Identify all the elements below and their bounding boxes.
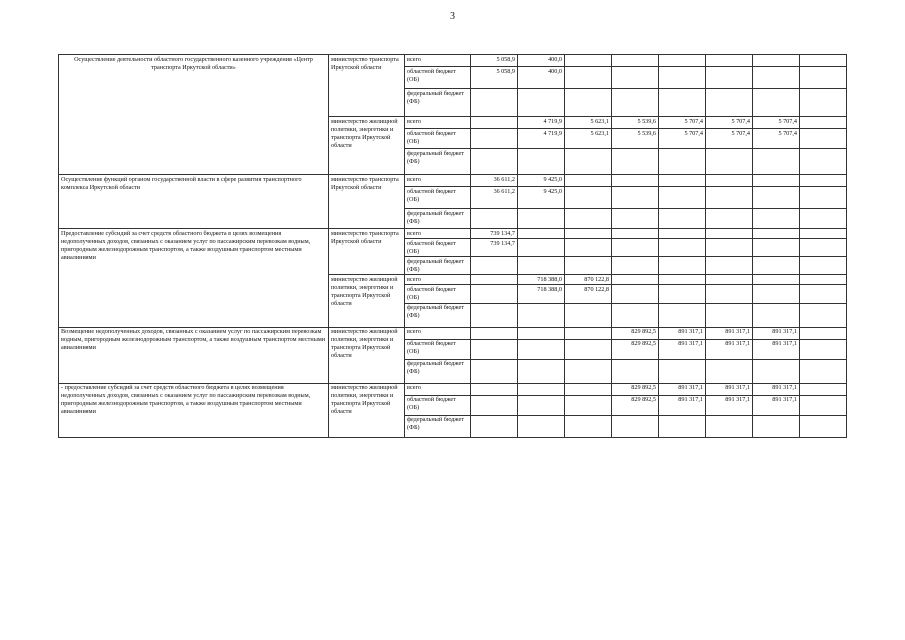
amount-cell: 9 425,0 xyxy=(518,187,565,209)
funding-source-cell: всего xyxy=(405,117,471,129)
amount-cell xyxy=(659,415,706,437)
amount-cell xyxy=(518,327,565,339)
amount-cell xyxy=(706,359,753,383)
amount-cell xyxy=(753,209,800,229)
amount-cell xyxy=(471,149,518,175)
amount-cell: 891 317,1 xyxy=(753,395,800,415)
table-row xyxy=(59,229,847,239)
amount-cell: 400,0 xyxy=(518,67,565,89)
amount-cell xyxy=(612,359,659,383)
amount-cell: 870 122,8 xyxy=(565,275,612,285)
amount-cell xyxy=(706,415,753,437)
amount-cell xyxy=(659,275,706,285)
amount-cell xyxy=(800,339,847,359)
activity-description: Возмещение недополученных доходов, связанных с оказанием услуг по пассажирским перевозкам водным, пригородным железнодорожным транспортом, а также воздушным транспортом местными авиалиниями xyxy=(59,327,329,383)
funding-source-cell: всего xyxy=(405,275,471,285)
funding-source-cell: областной бюджет (ОБ) xyxy=(405,239,471,257)
amount-cell xyxy=(800,175,847,187)
amount-cell: 829 892,5 xyxy=(612,395,659,415)
amount-cell xyxy=(659,359,706,383)
amount-cell xyxy=(706,257,753,275)
budget-table xyxy=(58,54,847,438)
amount-cell xyxy=(659,257,706,275)
amount-cell xyxy=(471,257,518,275)
table-row xyxy=(59,55,847,67)
amount-cell xyxy=(706,55,753,67)
amount-cell xyxy=(800,275,847,285)
executor-cell: министерство жилищной политики, энергетики и транспорта Иркутской области xyxy=(329,327,405,383)
amount-cell: 891 317,1 xyxy=(706,327,753,339)
amount-cell xyxy=(471,89,518,117)
amount-cell xyxy=(612,187,659,209)
amount-cell xyxy=(565,209,612,229)
amount-cell xyxy=(471,129,518,149)
amount-cell: 400,0 xyxy=(518,55,565,67)
amount-cell xyxy=(800,129,847,149)
amount-cell: 829 892,5 xyxy=(612,339,659,359)
amount-cell xyxy=(659,187,706,209)
amount-cell xyxy=(659,149,706,175)
amount-cell: 5 623,1 xyxy=(565,117,612,129)
executor-cell: министерство жилищной политики, энергетики и транспорта Иркутской области xyxy=(329,383,405,437)
funding-source-cell: областной бюджет (ОБ) xyxy=(405,67,471,89)
amount-cell xyxy=(706,229,753,239)
amount-cell: 5 707,4 xyxy=(659,117,706,129)
amount-cell xyxy=(706,275,753,285)
amount-cell xyxy=(612,209,659,229)
amount-cell xyxy=(471,339,518,359)
amount-cell xyxy=(518,89,565,117)
amount-cell xyxy=(753,55,800,67)
amount-cell: 9 425,0 xyxy=(518,175,565,187)
amount-cell xyxy=(518,239,565,257)
amount-cell xyxy=(659,285,706,303)
amount-cell xyxy=(565,175,612,187)
amount-cell xyxy=(471,209,518,229)
activity-description: Предоставление субсидий за счет средств областного бюджета в целях возмещения недополученных доходов, связанных с оказанием услуг по пассажирским перевозкам водным, пригородным железнодорожным транспортом, а также воздушным транспортом местными авиалиниями xyxy=(59,229,329,328)
amount-cell: 5 707,4 xyxy=(753,129,800,149)
amount-cell xyxy=(518,415,565,437)
amount-cell xyxy=(800,187,847,209)
amount-cell xyxy=(800,89,847,117)
amount-cell xyxy=(800,359,847,383)
amount-cell: 36 611,2 xyxy=(471,187,518,209)
amount-cell xyxy=(659,303,706,327)
funding-source-cell: областной бюджет (ОБ) xyxy=(405,339,471,359)
amount-cell xyxy=(565,383,612,395)
amount-cell: 891 317,1 xyxy=(706,339,753,359)
amount-cell: 891 317,1 xyxy=(659,327,706,339)
amount-cell xyxy=(800,67,847,89)
funding-source-cell: федеральный бюджет (ФБ) xyxy=(405,149,471,175)
executor-cell: министерство транспорта Иркутской области xyxy=(329,229,405,275)
funding-source-cell: федеральный бюджет (ФБ) xyxy=(405,303,471,327)
funding-source-cell: федеральный бюджет (ФБ) xyxy=(405,359,471,383)
amount-cell xyxy=(706,175,753,187)
amount-cell xyxy=(753,229,800,239)
amount-cell xyxy=(800,303,847,327)
funding-source-cell: федеральный бюджет (ФБ) xyxy=(405,415,471,437)
amount-cell xyxy=(706,149,753,175)
amount-cell: 5 623,1 xyxy=(565,129,612,149)
amount-cell xyxy=(518,339,565,359)
amount-cell xyxy=(565,303,612,327)
amount-cell xyxy=(471,415,518,437)
amount-cell: 891 317,1 xyxy=(753,327,800,339)
amount-cell xyxy=(565,89,612,117)
funding-source-cell: федеральный бюджет (ФБ) xyxy=(405,89,471,117)
amount-cell xyxy=(612,257,659,275)
amount-cell xyxy=(753,239,800,257)
amount-cell xyxy=(612,415,659,437)
funding-source-cell: областной бюджет (ОБ) xyxy=(405,129,471,149)
amount-cell xyxy=(518,209,565,229)
amount-cell xyxy=(753,89,800,117)
amount-cell xyxy=(612,55,659,67)
amount-cell xyxy=(659,239,706,257)
funding-source-cell: всего xyxy=(405,327,471,339)
executor-cell: министерство транспорта Иркутской области xyxy=(329,175,405,229)
amount-cell: 718 388,0 xyxy=(518,285,565,303)
amount-cell: 829 892,5 xyxy=(612,383,659,395)
amount-cell: 4 719,9 xyxy=(518,117,565,129)
amount-cell: 891 317,1 xyxy=(706,383,753,395)
amount-cell xyxy=(612,275,659,285)
amount-cell xyxy=(471,275,518,285)
page-number: 3 xyxy=(450,11,455,22)
funding-source-cell: федеральный бюджет (ФБ) xyxy=(405,257,471,275)
amount-cell xyxy=(565,327,612,339)
amount-cell xyxy=(518,229,565,239)
activity-description: Осуществление функций органом государственной власти в сфере развития транспортного комплекса Иркутской области xyxy=(59,175,329,229)
amount-cell xyxy=(565,339,612,359)
amount-cell xyxy=(753,175,800,187)
amount-cell xyxy=(800,383,847,395)
amount-cell: 5 707,4 xyxy=(753,117,800,129)
amount-cell: 718 388,0 xyxy=(518,275,565,285)
funding-source-cell: всего xyxy=(405,383,471,395)
amount-cell xyxy=(706,187,753,209)
amount-cell: 4 719,9 xyxy=(518,129,565,149)
amount-cell xyxy=(471,117,518,129)
amount-cell xyxy=(753,257,800,275)
amount-cell xyxy=(800,209,847,229)
amount-cell xyxy=(565,359,612,383)
amount-cell xyxy=(706,285,753,303)
amount-cell xyxy=(518,149,565,175)
amount-cell xyxy=(753,285,800,303)
amount-cell xyxy=(471,327,518,339)
amount-cell xyxy=(565,415,612,437)
amount-cell xyxy=(706,239,753,257)
amount-cell xyxy=(612,285,659,303)
amount-cell: 891 317,1 xyxy=(753,383,800,395)
amount-cell: 739 134,7 xyxy=(471,239,518,257)
amount-cell: 739 134,7 xyxy=(471,229,518,239)
amount-cell: 891 317,1 xyxy=(659,383,706,395)
amount-cell xyxy=(565,229,612,239)
funding-source-cell: областной бюджет (ОБ) xyxy=(405,285,471,303)
amount-cell xyxy=(659,89,706,117)
amount-cell: 891 317,1 xyxy=(659,339,706,359)
amount-cell xyxy=(800,149,847,175)
amount-cell xyxy=(800,327,847,339)
amount-cell xyxy=(659,229,706,239)
amount-cell xyxy=(471,395,518,415)
amount-cell xyxy=(800,415,847,437)
amount-cell xyxy=(612,175,659,187)
amount-cell xyxy=(518,257,565,275)
amount-cell: 5 058,9 xyxy=(471,55,518,67)
funding-source-cell: областной бюджет (ОБ) xyxy=(405,187,471,209)
amount-cell: 870 122,8 xyxy=(565,285,612,303)
amount-cell xyxy=(518,383,565,395)
funding-source-cell: федеральный бюджет (ФБ) xyxy=(405,209,471,229)
amount-cell xyxy=(612,89,659,117)
amount-cell xyxy=(518,359,565,383)
amount-cell xyxy=(518,303,565,327)
amount-cell xyxy=(471,285,518,303)
amount-cell xyxy=(612,239,659,257)
table-row xyxy=(59,383,847,395)
amount-cell xyxy=(800,55,847,67)
funding-source-cell: всего xyxy=(405,55,471,67)
amount-cell xyxy=(706,303,753,327)
amount-cell xyxy=(659,209,706,229)
amount-cell: 5 707,4 xyxy=(659,129,706,149)
amount-cell: 5 707,4 xyxy=(706,117,753,129)
amount-cell xyxy=(800,395,847,415)
amount-cell xyxy=(659,55,706,67)
amount-cell xyxy=(612,67,659,89)
amount-cell xyxy=(800,257,847,275)
amount-cell xyxy=(471,359,518,383)
amount-cell: 829 892,5 xyxy=(612,327,659,339)
amount-cell: 5 539,6 xyxy=(612,117,659,129)
amount-cell xyxy=(565,55,612,67)
amount-cell: 891 317,1 xyxy=(753,339,800,359)
amount-cell xyxy=(471,303,518,327)
amount-cell xyxy=(659,67,706,89)
amount-cell xyxy=(612,229,659,239)
amount-cell: 891 317,1 xyxy=(706,395,753,415)
executor-cell: министерство жилищной политики, энергетики и транспорта Иркутской области xyxy=(329,117,405,175)
amount-cell xyxy=(565,395,612,415)
amount-cell xyxy=(565,67,612,89)
amount-cell xyxy=(706,67,753,89)
amount-cell xyxy=(565,239,612,257)
funding-source-cell: областной бюджет (ОБ) xyxy=(405,395,471,415)
activity-description: - предоставление субсидий за счет средств областного бюджета в целях возмещения недополученных доходов, связанных с оказанием услуг по пассажирским перевозкам водным, пригородным железнодорожным транспортом, а также воздушным транспортом местными авиалиниями xyxy=(59,383,329,437)
amount-cell xyxy=(753,275,800,285)
amount-cell xyxy=(706,89,753,117)
executor-cell: министерство жилищной политики, энергетики и транспорта Иркутской области xyxy=(329,275,405,327)
amount-cell xyxy=(706,209,753,229)
amount-cell xyxy=(471,383,518,395)
amount-cell xyxy=(753,415,800,437)
funding-source-cell: всего xyxy=(405,175,471,187)
amount-cell xyxy=(800,285,847,303)
amount-cell xyxy=(753,303,800,327)
amount-cell xyxy=(565,257,612,275)
amount-cell xyxy=(518,395,565,415)
amount-cell xyxy=(800,117,847,129)
amount-cell xyxy=(753,149,800,175)
amount-cell: 891 317,1 xyxy=(659,395,706,415)
amount-cell: 5 707,4 xyxy=(706,129,753,149)
table-row xyxy=(59,327,847,339)
amount-cell: 5 539,6 xyxy=(612,129,659,149)
table-row xyxy=(59,175,847,187)
amount-cell xyxy=(753,67,800,89)
amount-cell xyxy=(800,229,847,239)
amount-cell xyxy=(565,149,612,175)
funding-source-cell: всего xyxy=(405,229,471,239)
amount-cell: 5 058,9 xyxy=(471,67,518,89)
amount-cell xyxy=(565,187,612,209)
amount-cell xyxy=(612,303,659,327)
activity-description: Осуществление деятельности областного государственного казенного учреждения «Центр транспорта Иркутской области» xyxy=(59,55,329,175)
amount-cell: 36 611,2 xyxy=(471,175,518,187)
amount-cell xyxy=(753,359,800,383)
amount-cell xyxy=(612,149,659,175)
executor-cell: министерство транспорта Иркутской области xyxy=(329,55,405,117)
amount-cell xyxy=(753,187,800,209)
amount-cell xyxy=(659,175,706,187)
amount-cell xyxy=(800,239,847,257)
